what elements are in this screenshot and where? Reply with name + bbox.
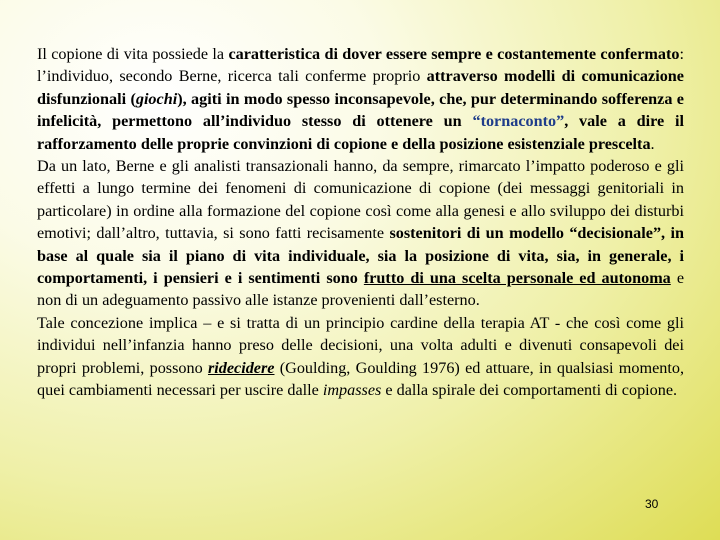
text-run: e dalla spirale dei comportamenti di copione. [381,381,678,400]
text-run: impasses [322,381,382,400]
text-run: frutto di una scelta personale ed autonoma [363,269,671,288]
paragraph-1 [37,43,684,155]
text-run: Tale concezione implica – e si tratta di un principio cardine della terapia AT - che così come gli individui nell’infanzia hanno preso delle decisioni, una volta adulti e divenuti consapevoli dei propri problemi, possono [37,313,684,377]
text-run: e non di un adeguamento passivo alle istanze provenienti dall’esterno. [37,269,685,310]
text-run: caratteristica di dover essere sempre e costantemente confermato [228,45,680,63]
text-run: “tornaconto” [472,112,565,131]
text-run: : l’individuo, secondo Berne, ricerca tali conferme proprio [37,45,684,86]
text-run: giochi [135,89,178,108]
text-run: sostenitori di un modello “decisionale”, in base al quale sia il piano di vita individuale, sia la posizione di vita, sia, in generale, i comportamenti, i pensieri e i sentimenti sono [37,224,684,288]
paragraph-3 [37,312,684,402]
text-run: ), agiti in modo spesso inconsapevole, che, pur determinando sofferenza e infelicità, permettono all’individuo stesso di ottenere un [37,89,684,131]
text-run: ridecidere [207,358,275,377]
text-run: , vale a dire il rafforzamento delle proprie convinzioni di copione e della posizione esistenziale prescelta [37,112,684,153]
page-number: 30 [645,497,659,511]
text-run: Il copione di vita possiede la [37,45,229,63]
text-run: Da un lato, Berne e gli analisti transazionali hanno, da sempre, rimarcato l’impatto poderoso e gli effetti a lungo termine dei fenomeni di comunicazione di copione (dei messaggi genitoriali in particolare) in ordine alla formazione del copione così come alla genesi e allo sviluppo dei disturbi emotivi; dall’altro, tuttavia, si sono fatti recisamente [37,157,684,243]
text-run: attraverso modelli di comunicazione disfunzionali ( [37,67,684,108]
text-run: . [650,134,655,153]
paragraph-2 [37,155,684,312]
text-run: (Goulding, Goulding 1976) ed attuare, in qualsiasi momento, quei cambiamenti necessari per uscire dalle [37,358,684,400]
slide-body [37,43,684,402]
